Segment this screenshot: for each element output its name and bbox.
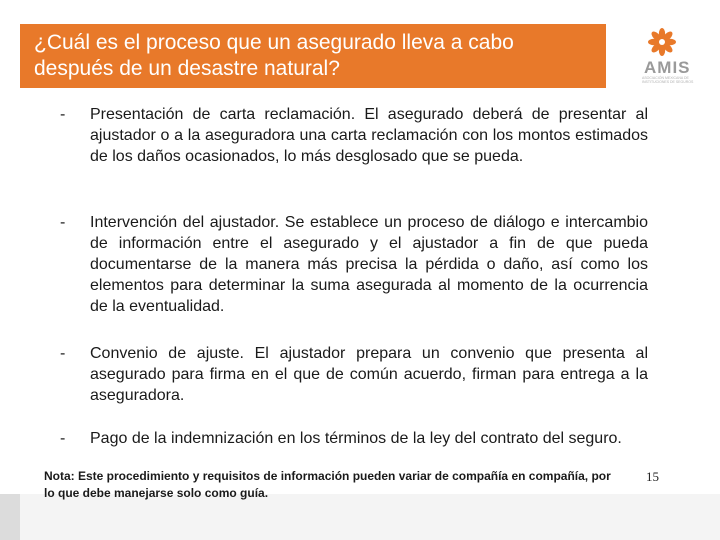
logo-wordmark: AMIS <box>644 58 691 77</box>
bullet-dash: - <box>60 345 66 362</box>
list-item-text: Presentación de carta reclamación. El asegurado deberá de presentar al ajustador o a la aseguradora una carta reclamación con los montos estimados de los daños ocasionados, lo más desglosado que se pueda. <box>90 106 648 165</box>
list-item-text: Intervención del ajustador. Se establece un proceso de diálogo e intercambio de información entre el asegurado y el ajustador a fin de que pueda documentarse de la manera más precisa la pérdida o daño, así como los elementos para determinar la suma asegurada al momento de la ocurrencia de la eventualidad. <box>90 214 648 315</box>
list-item-text: Convenio de ajuste. El ajustador prepara un convenio que presenta al asegurado para firma en el que de común acuerdo, firman para entrega a la aseguradora. <box>90 345 648 404</box>
logo-subtext: ASOCIACIÓN MEXICANA DE INSTITUCIONES DE SEGUROS <box>642 76 694 84</box>
page-title: ¿Cuál es el proceso que un asegurado lleva a cabo después de un desastre natural? <box>34 31 514 80</box>
footer-note: Nota: Este procedimiento y requisitos de información pueden variar de compañía en compañía, por lo que debe manejarse solo como guía. <box>44 469 611 500</box>
list-item-text: Pago de la indemnización en los términos de la ley del contrato del seguro. <box>90 430 622 447</box>
bullet-dash: - <box>60 106 66 123</box>
page-number: 15 <box>646 469 659 484</box>
footer-side-bar <box>0 494 20 540</box>
bullet-dash: - <box>60 214 66 231</box>
bullet-dash: - <box>60 430 66 447</box>
